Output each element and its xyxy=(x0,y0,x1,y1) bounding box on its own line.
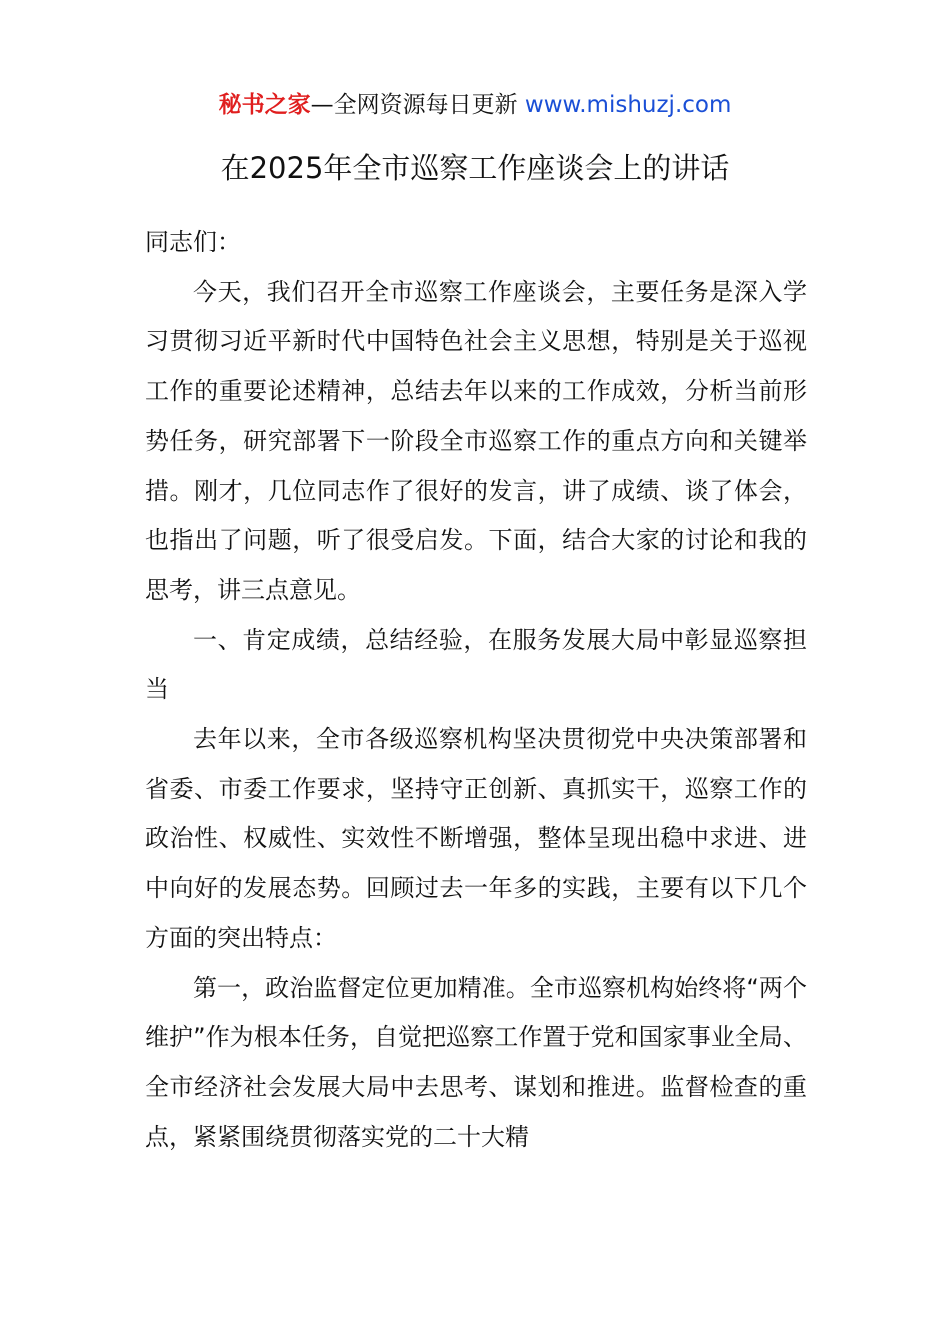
section-heading-1: 一、肯定成绩，总结经验，在服务发展大局中彰显巡察担当 xyxy=(145,625,807,704)
paragraph-review: 去年以来，全市各级巡察机构坚决贯彻党中央决策部署和省委、市委工作要求，坚持守正创新、真抓实干，巡察工作的政治性、权威性、实效性不断增强，整体呈现出稳中求进、进中向好的发展态势。回顾过去一年多的实践，主要有以下几个方面的突出特点： xyxy=(145,725,807,952)
document-title: 在2025年全市巡察工作座谈会上的讲话 xyxy=(220,151,730,185)
salutation: 同志们： xyxy=(145,228,241,256)
paragraph-intro: 今天，我们召开全市巡察工作座谈会，主要任务是深入学习贯彻习近平新时代中国特色社会主义思想，特别是关于巡视工作的重要论述精神，总结去年以来的工作成效，分析当前形势任务，研究部署下一阶段全市巡察工作的重点方向和关键举措。刚才，几位同志作了很好的发言，讲了成绩、谈了体会，也指出了问题，听了很受启发。下面，结合大家的讨论和我的思考，讲三点意见。 xyxy=(145,277,807,604)
document-body xyxy=(145,218,807,1162)
paragraph-point-1: 第一，政治监督定位更加精准。全市巡察机构始终将“两个维护”作为根本任务，自觉把巡察工作置于党和国家事业全局、全市经济社会发展大局中去思考、谋划和推进。监督检查的重点，紧紧围绕贯彻落实党的二十大精 xyxy=(145,973,807,1151)
header-tagline: —全网资源每日更新 xyxy=(310,92,525,118)
site-url-link[interactable]: www.mishuzj.com xyxy=(524,92,732,118)
site-brand: 秘书之家 xyxy=(218,92,311,118)
site-header xyxy=(0,88,950,122)
